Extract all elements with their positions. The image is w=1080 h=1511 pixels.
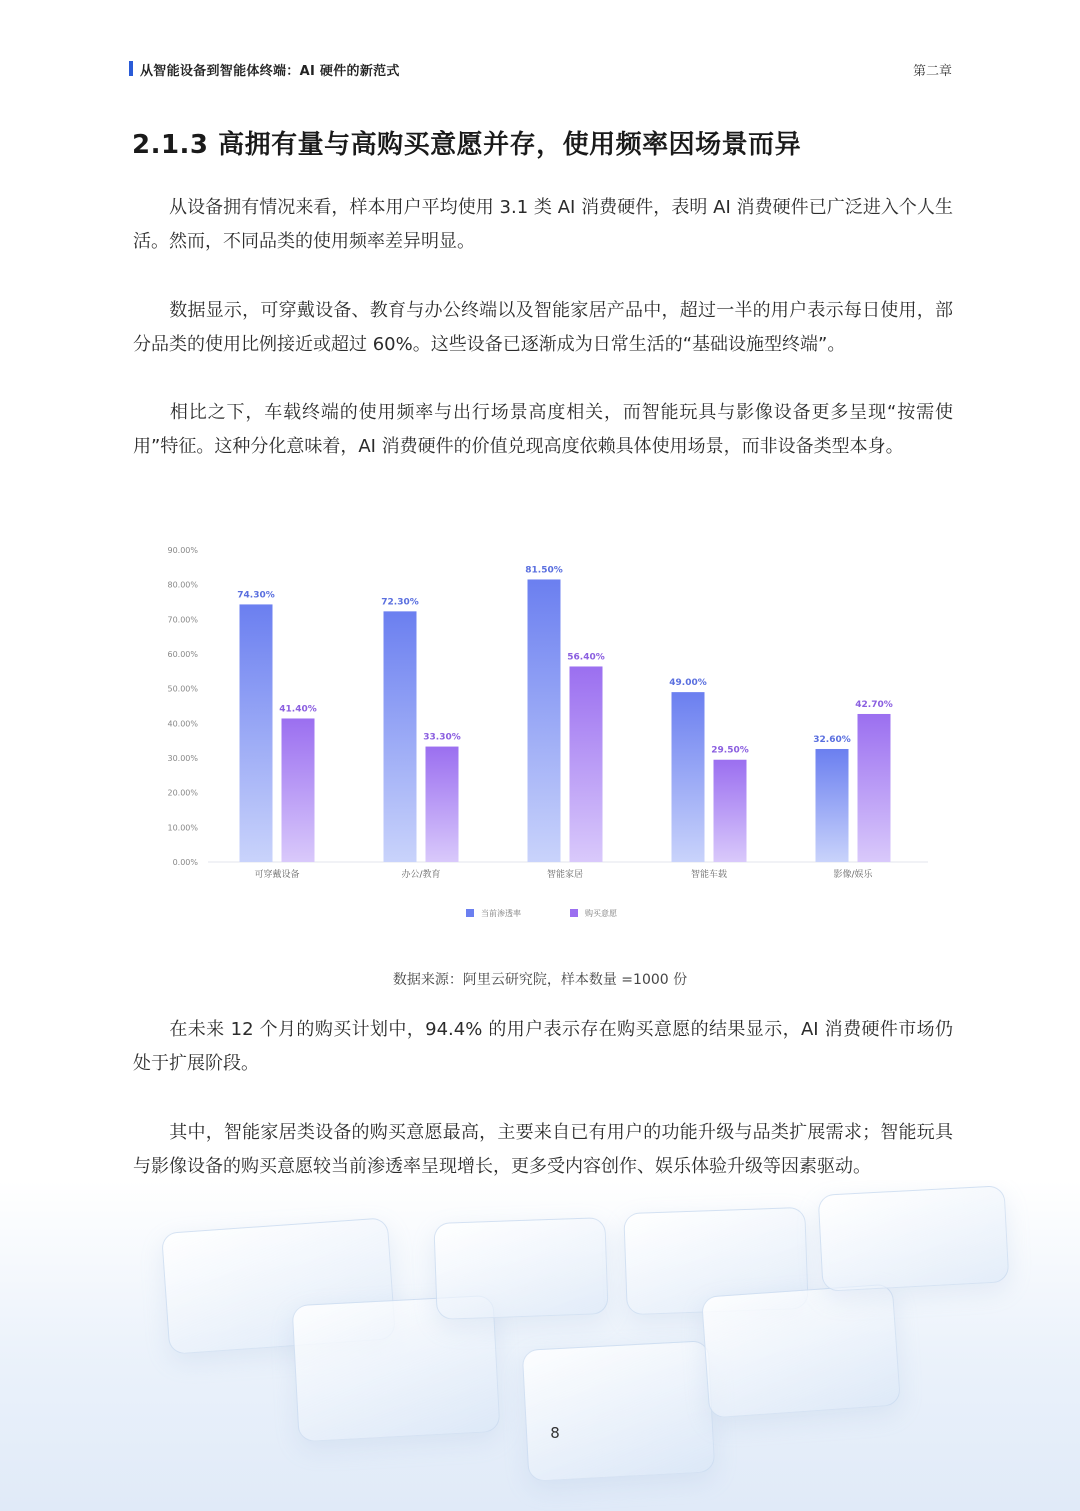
bar-value-label: 29.50% — [711, 745, 749, 756]
y-tick-label: 70.00% — [167, 615, 198, 625]
legend-label: 购买意愿 — [585, 909, 617, 918]
x-tick-label: 办公/教育 — [401, 870, 441, 880]
bar-value-label: 41.40% — [279, 704, 317, 715]
decor-card — [433, 1217, 608, 1320]
bar-value-label: 72.30% — [381, 597, 419, 608]
bar-value-label: 81.50% — [525, 565, 563, 576]
page-number: 8 — [550, 1424, 560, 1442]
x-tick-label: 可穿戴设备 — [254, 870, 300, 880]
legend-swatch — [570, 909, 578, 917]
decor-card — [818, 1185, 1010, 1292]
bar-value-label: 49.00% — [669, 678, 707, 689]
paragraph: 相比之下，车载终端的使用频率与出行场景高度相关，而智能玩具与影像设备更多呈现“按需使用”特征。这种分化意味着，AI 消费硬件的价值兑现高度依赖具体使用场景，而非设备类型本身。 — [133, 402, 953, 457]
paragraph: 从设备拥有情况来看，样本用户平均使用 3.1 类 AI 消费硬件，表明 AI 消费硬件已广泛进入个人生活。然而，不同品类的使用频率差异明显。 — [133, 197, 953, 252]
y-tick-label: 60.00% — [167, 650, 198, 659]
y-tick-label: 90.00% — [167, 546, 198, 555]
data-source-note: 数据来源：阿里云研究院，样本数量 =1000 份 — [392, 972, 688, 988]
y-tick-label: 80.00% — [167, 580, 198, 590]
bar — [672, 692, 705, 862]
bar-value-label: 74.30% — [237, 590, 275, 601]
bar — [426, 747, 459, 862]
header-accent-bar — [129, 61, 133, 76]
bar-value-label: 42.70% — [855, 699, 893, 710]
header-doc-title: 从智能设备到智能体终端：AI 硬件的新范式 — [140, 64, 400, 79]
section-title: 2.1.3 高拥有量与高购买意愿并存，使用频率因场景而异 — [132, 130, 802, 160]
bar — [858, 714, 891, 862]
header-chapter: 第二章 — [912, 64, 952, 79]
decor-card — [522, 1340, 716, 1482]
decor-card — [701, 1283, 901, 1418]
paragraph: 在未来 12 个月的购买计划中，94.4% 的用户表示存在购买意愿的结果显示，AI 消费硬件市场仍处于扩展阶段。 — [133, 1019, 953, 1074]
bar-chart — [150, 530, 950, 940]
y-tick-label: 40.00% — [167, 719, 198, 729]
bar-value-label: 32.60% — [813, 734, 851, 745]
y-tick-label: 0.00% — [172, 858, 198, 867]
bar — [384, 611, 417, 862]
bar-chart-svg — [150, 530, 950, 940]
bar-value-label: 56.40% — [567, 652, 605, 663]
bar-value-label: 33.30% — [423, 732, 461, 743]
bar — [714, 760, 747, 862]
paragraph: 数据显示，可穿戴设备、教育与办公终端以及智能家居产品中，超过一半的用户表示每日使用，部分品类的使用比例接近或超过 60%。这些设备已逐渐成为日常生活的“基础设施型终端”。 — [133, 300, 953, 355]
y-tick-label: 50.00% — [167, 684, 198, 694]
paragraph: 其中，智能家居类设备的购买意愿最高，主要来自已有用户的功能升级与品类扩展需求；智能玩具与影像设备的购买意愿较当前渗透率呈现增长，更多受内容创作、娱乐体验升级等因素驱动。 — [133, 1122, 953, 1177]
y-tick-label: 20.00% — [167, 788, 198, 798]
x-tick-label: 智能车载 — [690, 870, 728, 880]
y-tick-label: 10.00% — [167, 823, 198, 833]
y-tick-label: 30.00% — [167, 754, 198, 763]
background-decoration — [0, 1180, 1080, 1511]
bar — [528, 579, 561, 862]
bar — [282, 718, 315, 862]
bar — [570, 666, 603, 862]
x-tick-label: 智能家居 — [546, 870, 584, 880]
legend-swatch — [466, 909, 474, 917]
legend-label: 当前渗透率 — [481, 909, 521, 918]
bar — [816, 749, 849, 862]
x-tick-label: 影像/娱乐 — [833, 870, 873, 880]
bar — [240, 604, 273, 862]
